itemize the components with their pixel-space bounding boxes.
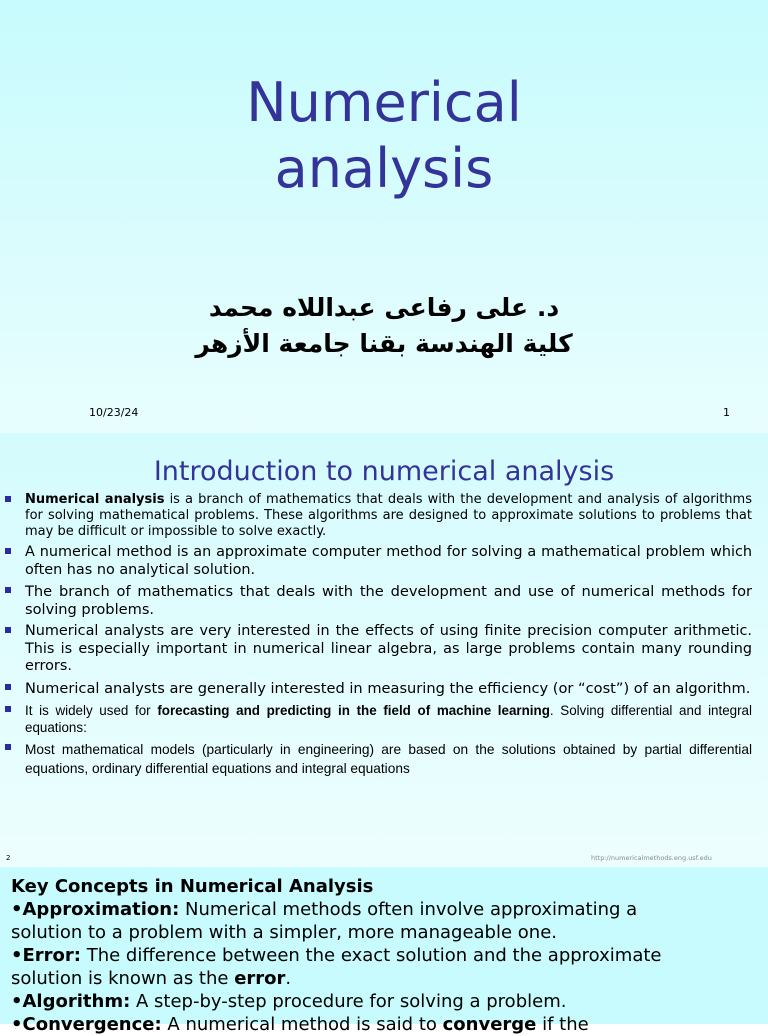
list-item [11, 990, 711, 1013]
bullet-text: . Solving differential and integral equations: [25, 702, 752, 735]
slide-title: Numerical analysis [246, 71, 522, 200]
list-item [0, 702, 768, 736]
slide-date: 10/23/24 [89, 406, 139, 419]
bullet-square-icon [5, 496, 11, 502]
author-affiliation: كلية الهندسة بقنا جامعة الأزهر [195, 329, 573, 358]
concept-text: if the [536, 1014, 589, 1035]
bold-term: forecasting and predicting in the field of machine learning [157, 702, 550, 718]
bullet-square-icon [5, 684, 11, 690]
list-item [0, 680, 768, 698]
concept-label: •Approximation: [11, 899, 180, 920]
concept-label: •Convergence: [11, 1014, 162, 1035]
bullet-list [0, 492, 768, 782]
author-block [0, 290, 768, 362]
list-item [0, 740, 768, 778]
concept-text: A step-by-step procedure for solving a problem. [130, 991, 567, 1012]
concept-term: error [234, 968, 286, 989]
bullet-text: Numerical analysts are generally interested in measuring the efficiency (or “cost”) of an algorithm. [25, 679, 751, 697]
concept-text: . [285, 968, 292, 989]
title-slide [0, 0, 768, 433]
concept-label: •Algorithm: [11, 991, 131, 1012]
concept-label: •Error: [11, 945, 81, 966]
list-item [0, 492, 768, 540]
list-item [0, 623, 768, 676]
bullet-square-icon [5, 548, 11, 554]
bold-term: Numerical analysis [25, 492, 165, 507]
source-url: http://numericalmethods.eng.usf.edu [591, 854, 712, 862]
list-item [0, 544, 768, 579]
bullet-text: A numerical method is an approximate computer method for solving a mathematical problem which often has no analytical solution. [25, 544, 752, 578]
concept-term: converge [442, 1014, 537, 1035]
bullet-text: It is widely used for [25, 702, 158, 718]
bullet-text: Most mathematical models (particularly in engineering) are based on the solutions obtained by partial differential equations, ordinary differential equations and integral equations [25, 741, 752, 776]
list-item [11, 898, 711, 944]
bullet-square-icon [5, 627, 11, 633]
slide-page-number: 2 [6, 854, 11, 862]
section-heading: Key Concepts in Numerical Analysis [11, 876, 374, 897]
bullet-square-icon [5, 587, 11, 593]
bullet-square-icon [5, 706, 11, 712]
concept-text: Numerical methods often involve approximating a solution to a problem with a simpler, more manageable one. [11, 899, 638, 943]
list-item [11, 1013, 711, 1036]
concept-text: A numerical method is said to [161, 1014, 443, 1035]
slide-page-number: 1 [723, 406, 730, 419]
bullet-text: Numerical analysts are very interested in the effects of using finite precision computer arithmetic. This is especially important in numerical linear algebra, as large problems contain many rounding errors. [25, 623, 752, 674]
bullet-square-icon [5, 744, 11, 750]
bullet-text: is a branch of mathematics that deals with the development and analysis of algorithms for solving mathematical problems. These algorithms are designed to approximate solutions to problems that may be difficult or impossible to solve exactly. [25, 492, 752, 539]
key-concepts-content [11, 875, 711, 1036]
author-name: د. على رفاعى عبداللاه محمد [208, 293, 560, 322]
intro-slide [0, 433, 768, 867]
list-item [11, 944, 711, 990]
key-concepts-slide [0, 867, 768, 1035]
slide-heading: Introduction to numerical analysis [153, 456, 615, 487]
list-item [0, 583, 768, 619]
bullet-text: The branch of mathematics that deals with the development and use of numerical methods for solving problems. [25, 583, 752, 618]
concept-text: The difference between the exact solution and the approximate solution is known as the [11, 945, 662, 989]
